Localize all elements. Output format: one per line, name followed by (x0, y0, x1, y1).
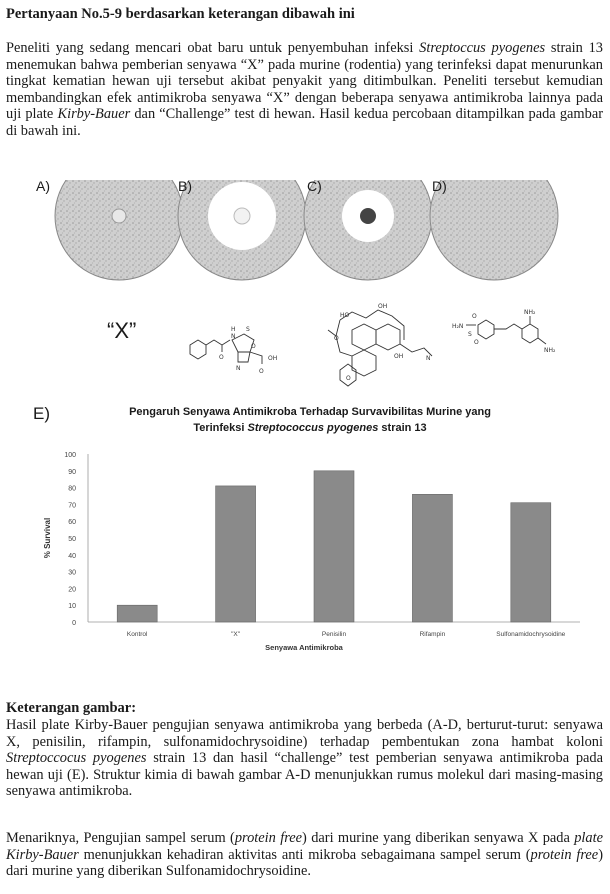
y-tick-label: 20 (68, 586, 76, 594)
svg-text:O: O (474, 339, 479, 346)
svg-text:OH: OH (394, 353, 404, 360)
survival-bar-chart (0, 440, 610, 670)
y-tick-label: 90 (68, 468, 76, 476)
bar-3 (314, 471, 354, 622)
y-tick-label: 10 (68, 603, 76, 611)
svg-text:N: N (426, 355, 431, 362)
x-tick-label: Kontrol (126, 631, 148, 638)
method-name: Kirby-Bauer (57, 106, 131, 123)
y-tick-label: 80 (68, 485, 76, 493)
y-tick-label: 50 (68, 536, 76, 543)
intro-paragraph: Peneliti yang sedang mencari obat baru untuk penyembuhan infeksi Streptoccus pyogenes strain 13 menemukan bahwa pemberian senyawa “X” pada murine (rodentia) yang terinfeksi dapat menurunkan tingkat kematian hewan uji tersebut akibat penyakit yang ditimbulkan. Peneliti tersebut kemudian membandingkan efek antimikroba senyawa “X” dengan beberapa senyawa antimikroba lainnya pada uji plate Kirby-Bauer dan “Challenge” test di hewan. Hasil kedua percobaan ditampilkan pada gambar di bawah ini. (6, 40, 603, 139)
plate-b (178, 180, 306, 280)
svg-text:S: S (246, 326, 250, 333)
panel-e-label: E) (33, 404, 50, 423)
y-tick-label: 100 (64, 452, 76, 459)
caption-paragraph: Hasil plate Kirby-Bauer pengujian senyawa antimikroba yang berbeda (A-D, berturut-turut: senyawa X, penisilin, rifampin, sulfonamidochrysoidine) terhadap pembentukan zona hambat koloni Streptoccocus pyogenes strain 13 dan hasil “challenge” test pemberian senyawa antimikroba pada hewan uji (E). Struktur kimia di bawah gambar A-D menunjukkan rumus molekul dari masing-masing senyawa antimikroba. (6, 717, 603, 800)
caption-title: Keterangan gambar: (6, 700, 137, 716)
antibiotic-disc (112, 209, 126, 223)
rifampin-structure (328, 310, 432, 386)
x-axis-title: Senyawa Antimikroba (265, 643, 343, 652)
svg-text:N: N (236, 365, 241, 372)
svg-text:O: O (251, 343, 256, 350)
x-tick-label: Penisilin (321, 631, 347, 638)
closing-paragraph: Menariknya, Pengujian sampel serum (protein free) dari murine yang diberikan senyawa X pada plate Kirby-Bauer menunjukkan kehadiran aktivitas anti mikroba sebagaimana sampel serum (protein free) dari murine yang diberikan Sulfonamidochrysoidine. (6, 830, 603, 880)
rifampin-labels (334, 303, 431, 382)
bar-1 (117, 605, 157, 622)
plate-c (304, 180, 432, 280)
svg-text:O: O (472, 313, 477, 320)
svg-text:OH: OH (378, 303, 388, 310)
question-heading: Pertanyaan No.5-9 berdasarkan keterangan dibawah ini (6, 6, 355, 22)
y-tick-label: 0 (72, 620, 76, 627)
svg-text:O: O (346, 375, 351, 382)
y-tick-label: 30 (68, 569, 76, 577)
svg-text:N: N (231, 333, 236, 340)
svg-text:O: O (259, 368, 264, 375)
bar-5 (511, 503, 551, 622)
x-tick-label: Sulfonamidochrysoidine (496, 631, 566, 638)
y-axis-title: % Survival (43, 517, 52, 559)
svg-text:HO: HO (340, 312, 350, 319)
plate-label-b: B) (178, 178, 192, 194)
svg-text:H: H (231, 326, 236, 333)
plate-label-d: D) (432, 178, 447, 194)
svg-text:NH₂: NH₂ (524, 309, 536, 316)
svg-text:O: O (334, 335, 339, 342)
antibiotic-disc (360, 208, 376, 224)
antibiotic-disc (234, 208, 250, 224)
penicillin-labels (219, 326, 277, 375)
x-tick-label: Rifampin (419, 631, 446, 638)
organism-name: Streptoccus pyogenes (419, 40, 546, 56)
chart-title: Pengaruh Senyawa Antimikroba Terhadap Survavibilitas Murine yang Terinfeksi Streptococcus pyogenes strain 13 (129, 406, 491, 434)
y-tick-label: 40 (68, 552, 76, 560)
y-tick-label: 60 (68, 519, 76, 527)
svg-text:NH₂: NH₂ (544, 347, 556, 354)
compound-x-label: “X” (107, 318, 137, 343)
bar-2 (216, 486, 256, 622)
svg-text:S: S (468, 331, 472, 338)
svg-text:H₂N: H₂N (452, 323, 464, 330)
x-tick-label: "X" (231, 631, 241, 638)
bar-4 (412, 494, 452, 622)
svg-text:O: O (219, 354, 224, 361)
svg-text:OH: OH (268, 355, 278, 362)
sulfonamido-labels (452, 309, 556, 354)
plate-label-a: A) (36, 178, 50, 194)
plate-a (55, 180, 183, 280)
plate-label-c: C) (307, 178, 322, 194)
plate-d (430, 180, 558, 280)
chemical-structures (0, 300, 610, 390)
y-tick-label: 70 (68, 502, 76, 510)
